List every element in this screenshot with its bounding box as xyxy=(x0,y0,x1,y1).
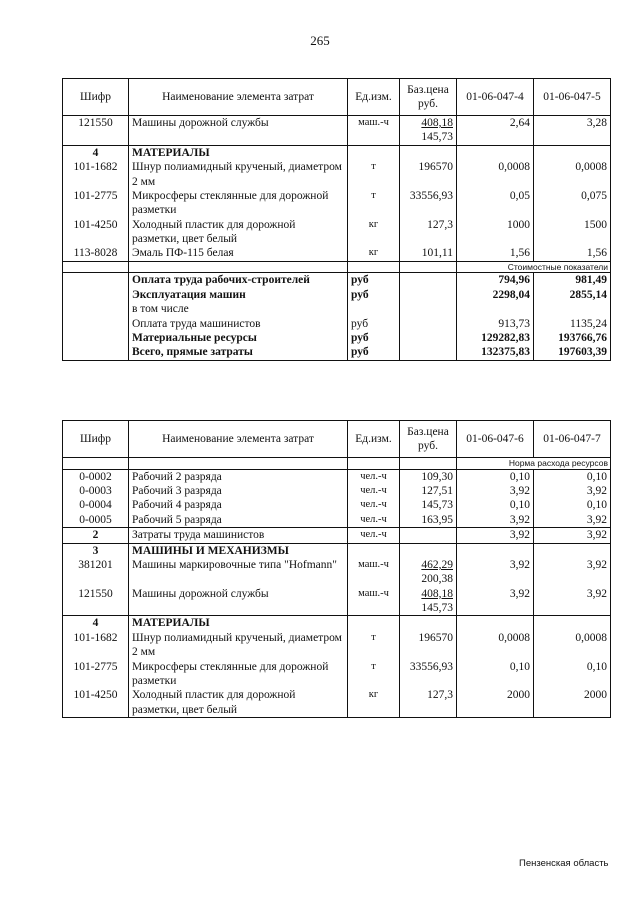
header-col-a: 01-06-047-6 xyxy=(457,421,534,458)
price-top: 462,29 xyxy=(421,558,453,571)
header-unit: Ед.изм. xyxy=(348,79,400,116)
row-code: 0-0002 xyxy=(63,469,129,484)
row-code: 121550 xyxy=(63,587,129,616)
row-unit: чел.-ч xyxy=(348,528,400,543)
row-value-b: 3,92 xyxy=(534,587,611,616)
header-unit: Ед.изм. xyxy=(348,421,400,458)
row-unit: т xyxy=(348,660,400,689)
row-value-a: 2,64 xyxy=(457,116,534,146)
row-value-b: 0,10 xyxy=(534,660,611,689)
summary-row xyxy=(63,273,611,288)
row-price: 145,73 xyxy=(400,498,457,512)
header-name: Наименование элемента затрат xyxy=(129,79,348,116)
row-name: Микросферы стеклянные для дорожной разметки xyxy=(129,189,348,218)
row-unit: чел.-ч xyxy=(348,484,400,498)
summary-name: в том числе xyxy=(129,302,348,316)
summary-unit: руб xyxy=(348,273,400,288)
section-row-materials xyxy=(63,145,611,160)
row-value-b: 1,56 xyxy=(534,246,611,261)
row-value-a: 0,0008 xyxy=(457,160,534,189)
row-value-b: 0,0008 xyxy=(534,631,611,660)
summary-value-b: 197603,39 xyxy=(534,345,611,360)
row-code: 0-0004 xyxy=(63,498,129,512)
row-value-a: 0,10 xyxy=(457,469,534,484)
table-row xyxy=(63,660,611,689)
summary-row xyxy=(63,302,611,316)
row-value-a: 1,56 xyxy=(457,246,534,261)
summary-name: Оплата труда рабочих-строителей xyxy=(129,273,348,288)
row-price xyxy=(400,587,457,616)
header-code: Шифр xyxy=(63,79,129,116)
row-unit: чел.-ч xyxy=(348,498,400,512)
row-name: Холодный пластик для дорожной разметки, цвет белый xyxy=(129,218,348,247)
table-header xyxy=(63,421,611,458)
summary-name: Эксплуатация машин xyxy=(129,288,348,302)
header-col-b: 01-06-047-5 xyxy=(534,79,611,116)
row-unit: маш.-ч xyxy=(348,116,400,146)
summary-value-b: 2855,14 xyxy=(534,288,611,302)
price-bottom: 145,73 xyxy=(421,131,453,144)
table-row xyxy=(63,558,611,587)
row-code: 113-8028 xyxy=(63,246,129,261)
row-unit: т xyxy=(348,160,400,189)
operators-row xyxy=(63,528,611,543)
summary-row xyxy=(63,317,611,331)
row-unit: чел.-ч xyxy=(348,469,400,484)
row-name: Рабочий 3 разряда xyxy=(129,484,348,498)
row-value-a: 3,92 xyxy=(457,513,534,528)
row-code: 101-4250 xyxy=(63,688,129,717)
row-unit: т xyxy=(348,189,400,218)
summary-unit: руб xyxy=(348,317,400,331)
table-row xyxy=(63,160,611,189)
summary-value-b: 193766,76 xyxy=(534,331,611,345)
row-name: Шнур полиамидный крученый, диаметром 2 мм xyxy=(129,160,348,189)
section-title: МАТЕРИАЛЫ xyxy=(129,145,348,160)
summary-value-a: 129282,83 xyxy=(457,331,534,345)
summary-row xyxy=(63,331,611,345)
cost-caption: Стоимостные показатели xyxy=(457,261,611,273)
row-value-b: 0,10 xyxy=(534,498,611,512)
row-code: 2 xyxy=(63,528,129,543)
row-value-a: 0,05 xyxy=(457,189,534,218)
table-row xyxy=(63,498,611,512)
header-price: Баз.цена руб. xyxy=(400,79,457,116)
row-price: 33556,93 xyxy=(400,660,457,689)
header-name: Наименование элемента затрат xyxy=(129,421,348,458)
row-name: Машины маркировочные типа "Hofmann" xyxy=(129,558,348,587)
summary-unit: руб xyxy=(348,331,400,345)
header-price: Баз.цена руб. xyxy=(400,421,457,458)
price-top: 408,18 xyxy=(421,117,453,129)
row-value-b: 3,92 xyxy=(534,484,611,498)
table-row xyxy=(63,513,611,528)
row-name: Холодный пластик для дорожной разметки, цвет белый xyxy=(129,688,348,717)
section-title: МАШИНЫ И МЕХАНИЗМЫ xyxy=(129,543,348,558)
summary-name: Оплата труда машинистов xyxy=(129,317,348,331)
header-code: Шифр xyxy=(63,421,129,458)
row-name: Рабочий 4 разряда xyxy=(129,498,348,512)
summary-value-b: 981,49 xyxy=(534,273,611,288)
summary-unit: руб xyxy=(348,288,400,302)
summary-value-a: 913,73 xyxy=(457,317,534,331)
row-code: 381201 xyxy=(63,558,129,587)
summary-value-b: 1135,24 xyxy=(534,317,611,331)
resource-table-1 xyxy=(62,78,611,361)
row-code: 101-1682 xyxy=(63,160,129,189)
row-price: 127,51 xyxy=(400,484,457,498)
row-price: 33556,93 xyxy=(400,189,457,218)
row-value-a: 1000 xyxy=(457,218,534,247)
row-price: 163,95 xyxy=(400,513,457,528)
norm-caption: Норма расхода ресурсов xyxy=(457,458,611,470)
summary-row xyxy=(63,288,611,302)
price-bottom: 145,73 xyxy=(421,602,453,614)
summary-value-a: 132375,83 xyxy=(457,345,534,360)
row-price: 196570 xyxy=(400,631,457,660)
row-value-b: 0,10 xyxy=(534,469,611,484)
table-row xyxy=(63,246,611,261)
section-code: 3 xyxy=(63,543,129,558)
header-col-b: 01-06-047-7 xyxy=(534,421,611,458)
table-row xyxy=(63,688,611,717)
price-bottom: 200,38 xyxy=(421,573,453,586)
row-unit: маш.-ч xyxy=(348,587,400,616)
table-row xyxy=(63,189,611,218)
section-code: 4 xyxy=(63,145,129,160)
table-row xyxy=(63,631,611,660)
row-unit: маш.-ч xyxy=(348,558,400,587)
norm-caption-row xyxy=(63,458,611,470)
summary-name: Всего, прямые затраты xyxy=(129,345,348,360)
row-value-b: 3,92 xyxy=(534,513,611,528)
section-row-machines xyxy=(63,543,611,558)
row-unit: кг xyxy=(348,218,400,247)
section-code: 4 xyxy=(63,616,129,631)
section-title: МАТЕРИАЛЫ xyxy=(129,616,348,631)
row-value-b: 3,92 xyxy=(534,528,611,543)
price-top: 408,18 xyxy=(421,587,453,600)
row-value-a: 0,10 xyxy=(457,498,534,512)
row-value-b: 3,92 xyxy=(534,558,611,587)
row-name: Эмаль ПФ-115 белая xyxy=(129,246,348,261)
row-price xyxy=(400,558,457,587)
row-unit: чел.-ч xyxy=(348,513,400,528)
row-value-b: 0,0008 xyxy=(534,160,611,189)
row-value-a: 3,92 xyxy=(457,587,534,616)
row-value-b: 1500 xyxy=(534,218,611,247)
row-name: Рабочий 2 разряда xyxy=(129,469,348,484)
summary-name: Материальные ресурсы xyxy=(129,331,348,345)
row-name: Машины дорожной службы xyxy=(129,587,348,616)
row-unit: кг xyxy=(348,246,400,261)
table-row xyxy=(63,116,611,146)
section-row-materials xyxy=(63,616,611,631)
row-value-b: 2000 xyxy=(534,688,611,717)
row-value-a: 0,0008 xyxy=(457,631,534,660)
resource-table-2 xyxy=(62,420,611,718)
row-name: Микросферы стеклянные для дорожной разметки xyxy=(129,660,348,689)
row-value-a: 3,92 xyxy=(457,528,534,543)
row-name: Затраты труда машинистов xyxy=(129,528,348,543)
row-value-a: 3,92 xyxy=(457,558,534,587)
row-code: 101-2775 xyxy=(63,189,129,218)
page-number: 265 xyxy=(310,33,330,48)
row-code: 0-0003 xyxy=(63,484,129,498)
row-price xyxy=(400,116,457,146)
row-name: Рабочий 5 разряда xyxy=(129,513,348,528)
table-header xyxy=(63,79,611,116)
row-price: 127,3 xyxy=(400,688,457,717)
row-price: 109,30 xyxy=(400,469,457,484)
row-code: 121550 xyxy=(63,116,129,146)
row-value-a: 0,10 xyxy=(457,660,534,689)
row-value-b: 3,28 xyxy=(534,116,611,146)
row-name: Машины дорожной службы xyxy=(129,116,348,146)
summary-value-a: 794,96 xyxy=(457,273,534,288)
row-code: 101-1682 xyxy=(63,631,129,660)
table-row xyxy=(63,469,611,484)
row-code: 101-4250 xyxy=(63,218,129,247)
row-name: Шнур полиамидный крученый, диаметром 2 мм xyxy=(129,631,348,660)
cost-caption-row xyxy=(63,261,611,273)
header-col-a: 01-06-047-4 xyxy=(457,79,534,116)
row-value-a: 3,92 xyxy=(457,484,534,498)
row-code: 0-0005 xyxy=(63,513,129,528)
summary-unit: руб xyxy=(348,345,400,360)
row-price: 127,3 xyxy=(400,218,457,247)
row-unit: т xyxy=(348,631,400,660)
row-code: 101-2775 xyxy=(63,660,129,689)
row-value-a: 2000 xyxy=(457,688,534,717)
summary-value-a: 2298,04 xyxy=(457,288,534,302)
row-price: 196570 xyxy=(400,160,457,189)
footer-region: Пензенская область xyxy=(519,858,609,869)
table-row xyxy=(63,484,611,498)
table-row xyxy=(63,587,611,616)
table-row xyxy=(63,218,611,247)
row-price: 101,11 xyxy=(400,246,457,261)
summary-row xyxy=(63,345,611,360)
row-unit: кг xyxy=(348,688,400,717)
row-value-b: 0,075 xyxy=(534,189,611,218)
